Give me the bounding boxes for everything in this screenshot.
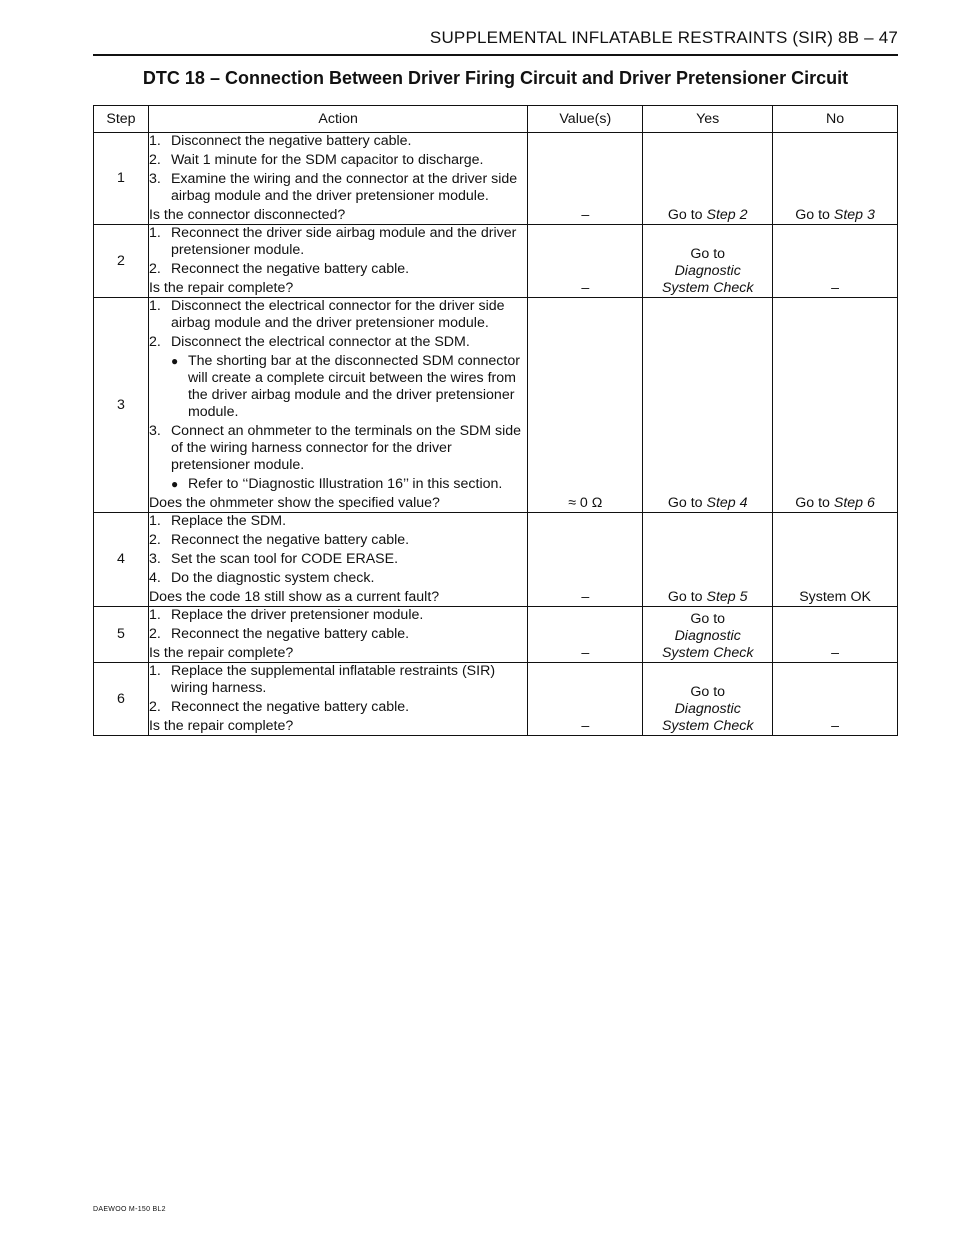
action-item: 1. Replace the driver pretensioner module. <box>148 607 424 623</box>
step-number: 2 <box>94 225 149 298</box>
yes-step-ref: Step 4 <box>706 495 748 511</box>
yes-cell: Go to Diagnostic System Check <box>643 225 773 298</box>
bullet-icon: ● <box>170 477 179 491</box>
action-item: 1. Disconnect the negative battery cable. <box>148 133 412 149</box>
value-cell: ≈ 0 Ω <box>528 298 643 513</box>
action-question: Is the repair complete? <box>148 718 294 734</box>
action-question: Does the ohmmeter show the specified value? <box>148 495 440 511</box>
action-item: 1. Replace the supplemental inflatable restraints (SIR) wiring harness. <box>148 663 496 696</box>
action-item: 2. Reconnect the negative battery cable. <box>148 699 410 715</box>
no-cell: – <box>773 607 898 663</box>
no-cell: System OK <box>773 513 898 607</box>
action-item: 1. Disconnect the electrical connector for the driver side airbag module and the driver pretensioner module. <box>148 298 505 331</box>
action-item: 2. Reconnect the negative battery cable. <box>148 261 410 277</box>
action-item: 1. Replace the SDM. <box>148 513 287 529</box>
yes-step-ref: Step 2 <box>706 207 748 223</box>
no-cell: – <box>773 663 898 736</box>
yes-cell: Go to Step 2 <box>643 133 773 225</box>
action-question: Is the repair complete? <box>148 280 294 296</box>
action-cell <box>148 663 527 736</box>
action-item: 2. Disconnect the electrical connector at the SDM. <box>148 334 470 350</box>
value-cell: – <box>528 225 643 298</box>
header-no: No <box>773 106 898 133</box>
action-item: 3. Set the scan tool for CODE ERASE. <box>148 551 399 567</box>
running-header: SUPPLEMENTAL INFLATABLE RESTRAINTS (SIR) 8B – 47 <box>93 28 898 56</box>
action-cell <box>148 133 527 225</box>
header-values: Value(s) <box>528 106 643 133</box>
action-question: Does the code 18 still show as a current fault? <box>148 589 440 605</box>
action-item: 3. Connect an ohmmeter to the terminals on the SDM side of the wiring harness connector for the driver pretensioner module. <box>148 423 522 473</box>
step-number: 6 <box>94 663 149 736</box>
yes-step-ref: Diagnostic System Check <box>661 628 754 661</box>
diagnostic-table <box>93 105 898 736</box>
step-number: 3 <box>94 298 149 513</box>
yes-cell: Go to Diagnostic System Check <box>643 663 773 736</box>
yes-cell: Go to Step 4 <box>643 298 773 513</box>
table-row <box>94 607 898 663</box>
header-yes: Yes <box>643 106 773 133</box>
yes-cell: Go to Step 5 <box>643 513 773 607</box>
table-row <box>94 663 898 736</box>
yes-step-ref: Diagnostic System Check <box>661 701 754 734</box>
no-cell: Go to Step 3 <box>773 133 898 225</box>
action-cell <box>148 298 527 513</box>
table-header-row <box>94 106 898 133</box>
table-row <box>94 225 898 298</box>
step-number: 5 <box>94 607 149 663</box>
value-cell: – <box>528 607 643 663</box>
yes-step-ref: Step 5 <box>706 589 748 605</box>
action-question: Is the connector disconnected? <box>148 207 346 223</box>
header-action: Action <box>148 106 527 133</box>
action-cell <box>148 225 527 298</box>
action-cell <box>148 513 527 607</box>
action-item: 3. Examine the wiring and the connector at the driver side airbag module and the driver pretensioner module. <box>148 171 518 204</box>
action-bullet: ● The shorting bar at the disconnected SDM connector will create a complete circuit between the wires from the driver airbag module and the driver pretensioner module. <box>170 353 520 420</box>
no-step-ref: Step 6 <box>833 495 875 511</box>
step-number: 4 <box>94 513 149 607</box>
yes-cell: Go to Diagnostic System Check <box>643 607 773 663</box>
value-cell: – <box>528 133 643 225</box>
step-number: 1 <box>94 133 149 225</box>
action-bullet: ● Refer to ‘‘Diagnostic Illustration 16’’ in this section. <box>170 476 503 492</box>
action-item: 2. Wait 1 minute for the SDM capacitor to discharge. <box>148 152 484 168</box>
no-cell: Go to Step 6 <box>773 298 898 513</box>
action-cell <box>148 607 527 663</box>
value-cell: – <box>528 663 643 736</box>
action-item: 2. Reconnect the negative battery cable. <box>148 626 410 642</box>
no-step-ref: Step 3 <box>833 207 875 223</box>
table-row <box>94 298 898 513</box>
action-item: 2. Reconnect the negative battery cable. <box>148 532 410 548</box>
header-step: Step <box>94 106 149 133</box>
action-question: Is the repair complete? <box>148 645 294 661</box>
value-cell: – <box>528 513 643 607</box>
bullet-icon: ● <box>170 354 179 368</box>
table-row <box>94 513 898 607</box>
footer-code: DAEWOO M-150 BL2 <box>93 1206 166 1213</box>
table-row <box>94 133 898 225</box>
action-item: 1. Reconnect the driver side airbag module and the driver pretensioner module. <box>148 225 517 258</box>
no-cell: – <box>773 225 898 298</box>
yes-step-ref: Diagnostic System Check <box>661 263 754 296</box>
action-item: 4. Do the diagnostic system check. <box>148 570 375 586</box>
page-title: DTC 18 – Connection Between Driver Firing Circuit and Driver Pretensioner Circuit <box>142 68 849 88</box>
